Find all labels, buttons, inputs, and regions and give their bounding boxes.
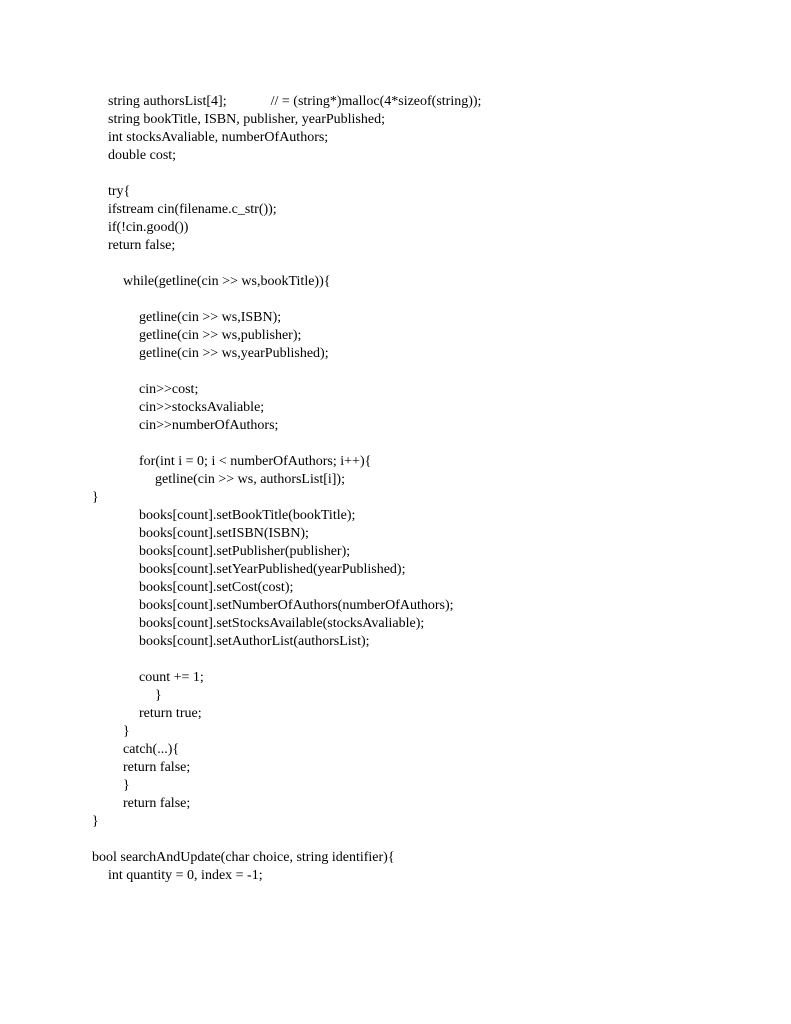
code-line: [92, 489, 752, 507]
code-text: count += 1;: [139, 670, 204, 685]
code-line: [92, 399, 752, 417]
code-line: [92, 237, 752, 255]
code-text: catch(...){: [123, 742, 180, 757]
code-text: getline(cin >> ws, authorsList[i]);: [155, 472, 345, 487]
code-line: [92, 705, 752, 723]
code-line: [92, 813, 752, 831]
code-line: [92, 651, 752, 669]
code-line: [92, 615, 752, 633]
code-text: }: [155, 688, 162, 703]
code-text: return true;: [139, 706, 202, 721]
code-line: [92, 417, 752, 435]
code-text: for(int i = 0; i < numberOfAuthors; i++){: [139, 454, 372, 469]
code-text: }: [92, 490, 99, 505]
code-text: while(getline(cin >> ws,bookTitle)){: [123, 274, 331, 289]
code-text: return false;: [123, 760, 191, 775]
code-text: books[count].setBookTitle(bookTitle);: [139, 508, 356, 523]
code-line: [92, 93, 752, 111]
code-line: [92, 111, 752, 129]
code-line: [92, 291, 752, 309]
code-line: [92, 741, 752, 759]
code-line: [92, 723, 752, 741]
code-line: [92, 525, 752, 543]
code-line: [92, 381, 752, 399]
code-line: [92, 219, 752, 237]
code-text: books[count].setPublisher(publisher);: [139, 544, 351, 559]
code-line: [92, 561, 752, 579]
code-text: if(!cin.good()): [108, 220, 189, 235]
code-text: cin>>numberOfAuthors;: [139, 418, 279, 433]
code-text: cin>>stocksAvaliable;: [139, 400, 265, 415]
code-line: [92, 201, 752, 219]
code-text: books[count].setYearPublished(yearPublished);: [139, 562, 406, 577]
code-text: ifstream cin(filename.c_str());: [108, 202, 277, 217]
code-line: [92, 795, 752, 813]
code-text: cin>>cost;: [139, 382, 199, 397]
code-line: [92, 309, 752, 327]
code-text: double cost;: [108, 148, 177, 163]
code-line: [92, 777, 752, 795]
code-line: [92, 507, 752, 525]
code-line: [92, 345, 752, 363]
code-text: getline(cin >> ws,ISBN);: [139, 310, 282, 325]
code-text: books[count].setNumberOfAuthors(numberOfAuthors);: [139, 598, 454, 613]
code-text: try{: [108, 184, 131, 199]
code-text: }: [123, 724, 130, 739]
code-text: getline(cin >> ws,yearPublished);: [139, 346, 329, 361]
code-text: books[count].setCost(cost);: [139, 580, 294, 595]
code-line: [92, 363, 752, 381]
code-line: [92, 597, 752, 615]
code-line: [92, 867, 752, 885]
code-text: int stocksAvaliable, numberOfAuthors;: [108, 130, 329, 145]
code-line: [92, 687, 752, 705]
code-text: books[count].setStocksAvailable(stocksAvaliable);: [139, 616, 425, 631]
code-text: string bookTitle, ISBN, publisher, yearPublished;: [108, 112, 385, 127]
code-text: int quantity = 0, index = -1;: [108, 868, 263, 883]
code-line: [92, 579, 752, 597]
code-text: books[count].setAuthorList(authorsList);: [139, 634, 370, 649]
code-line: [92, 849, 752, 867]
code-text: string authorsList[4];: [108, 94, 227, 109]
code-line: [92, 831, 752, 849]
code-line: [92, 669, 752, 687]
code-line: [92, 147, 752, 165]
code-text: bool searchAndUpdate(char choice, string identifier){: [92, 850, 395, 865]
code-text: }: [92, 814, 99, 829]
code-line: [92, 543, 752, 561]
code-text: books[count].setISBN(ISBN);: [139, 526, 309, 541]
code-line: [92, 255, 752, 273]
code-line: [92, 453, 752, 471]
code-line: [92, 165, 752, 183]
code-line: [92, 327, 752, 345]
code-line: [92, 273, 752, 291]
code-comment: // = (string*)malloc(4*sizeof(string));: [270, 94, 482, 109]
code-line: [92, 633, 752, 651]
code-line: [92, 129, 752, 147]
code-line: [92, 435, 752, 453]
code-line: [92, 471, 752, 489]
code-listing: [92, 93, 752, 885]
code-text: return false;: [108, 238, 176, 253]
code-line: [92, 183, 752, 201]
code-text: }: [123, 778, 130, 793]
code-line: [92, 759, 752, 777]
code-text: getline(cin >> ws,publisher);: [139, 328, 302, 343]
code-text: return false;: [123, 796, 191, 811]
